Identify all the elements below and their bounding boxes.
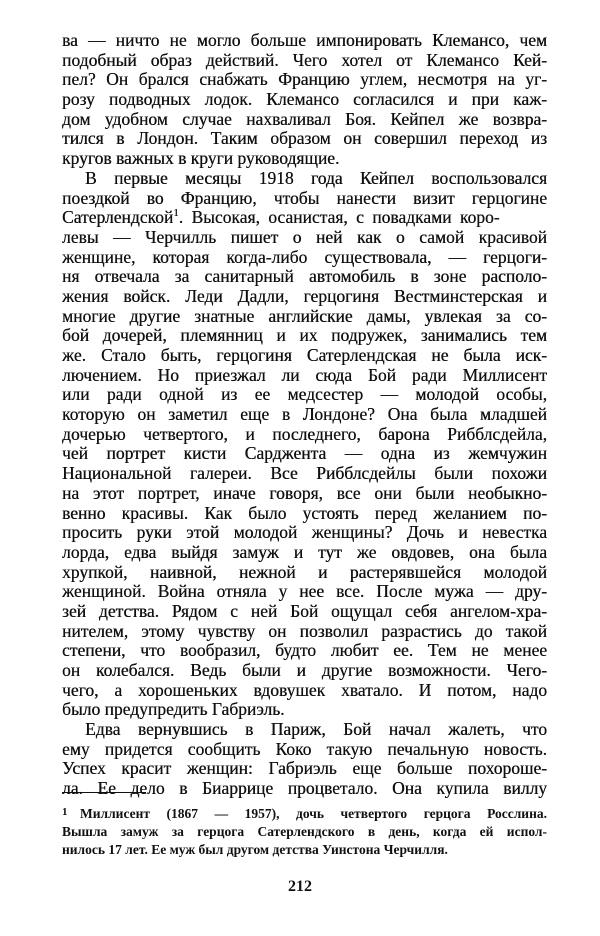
text-line: лорда, едва выйдя замуж и тут же овдовев, она была (62, 542, 547, 562)
text-line: Национальной галереи. Все Рибблсдейлы были похожи (62, 464, 547, 484)
text-line: женщине, которая когда-либо существовала, — герцоги- (62, 247, 547, 267)
text-line: на этот портрет, иначе говоря, все они были необыкно- (62, 483, 547, 503)
text-line: дом удобном случае нахваливал Боя. Кейпел же возвра- (62, 109, 547, 129)
text-line: он колебался. Ведь были и другие возможности. Чего- (62, 661, 547, 680)
text-line: просить руки этой молодой женщины? Дочь и невестка (62, 523, 547, 543)
text-line: жения войск. Леди Дадли, герцогиня Вестминстерская и (62, 286, 547, 306)
text-line: тился в Лондон. Таким образом он совершил переход из (62, 129, 547, 149)
text-line: лючением. Но приезжал ли сюда Бой ради Миллисент (62, 365, 547, 385)
footnote-line: Вышла замуж за герцога Сатерлендского в день, когда ей испол- (62, 824, 547, 839)
text-line: же. Стало быть, герцогиня Сатерлендская не была иск- (62, 346, 547, 365)
text-line: которую он заметил еще в Лондоне? Она была младшей (62, 405, 547, 425)
text-line: кругов важных в круги руководящие. (62, 149, 340, 169)
text-line: степени, что вообразил, будто любит ее. Тем не менее (62, 641, 547, 661)
text-line: женщиной. Война отняла у нее все. После мужа — дру- (62, 582, 547, 602)
text-line: Успех красит женщин: Габриэль еще больше похороше- (62, 759, 547, 779)
text-line: многие другие знатные английские дамы, увлекая за со- (62, 306, 547, 326)
text-line: нителем, этому чувству он позволил разрастись до такой (62, 621, 547, 641)
footnote-ref[interactable]: 1 (173, 208, 179, 220)
body-text (62, 31, 547, 799)
text-line: поездкой во Францию, чтобы нанести визит герцогине (62, 188, 547, 208)
text-line: В первые месяцы 1918 года Кейпел воспользовался (85, 168, 547, 188)
text-line: венно красивы. Как было устоять перед желанием по- (62, 503, 547, 523)
footnote-divider (62, 792, 146, 793)
footnote-marker: 1 (62, 806, 68, 818)
text-line: подобный образ действий. Чего хотел от Клемансо Кей- (62, 50, 547, 70)
text-fragment: . Высокая, осанистая, с повадками коро- (178, 208, 500, 228)
text-line: бой дочерей, племянниц и их подружек, занимались тем (62, 326, 547, 346)
text-line: зей детства. Рядом с ней Бой ощущал себя ангелом-хра- (62, 601, 547, 621)
footnote-line (62, 805, 547, 823)
text-line: чей портрет кисти Сарджента — одна из жемчужин (62, 444, 547, 464)
footnote-text: Миллисент (1867 — 1957), дочь четвертого герцога Росслина. (80, 806, 547, 821)
text-line: левы — Черчилль пишет о ней как о самой красивой (62, 227, 547, 247)
text-line: ня отвечала за санитарный автомобиль в зоне располо- (62, 267, 547, 287)
text-line: Едва вернувшись в Париж, Бой начал жалеть, что (85, 720, 547, 740)
text-line: чего, а хорошеньких вдовушек хватало. И потом, надо (62, 680, 547, 700)
footnote (62, 805, 547, 859)
footnote-line: нилось 17 лет. Ее муж был другом детства Уинстона Черчилля. (62, 842, 448, 857)
text-line: хрупкой, наивной, нежной и растерявшейся молодой (62, 562, 547, 582)
text-line: ему придется сообщить Коко такую печальную новость. (62, 739, 547, 759)
text-line: розу подводных лодок. Клемансо согласился и при каж- (62, 90, 547, 110)
text-line: ва — ничто не могло больше импонировать Клемансо, чем (62, 31, 547, 50)
text-fragment: Сатерлендской (62, 208, 174, 228)
text-line: пел? Он брался снабжать Францию углем, несмотря на уг- (62, 70, 547, 90)
page-number: 212 (288, 878, 312, 895)
text-line: ла. Ее дело в Биаррице процветало. Она купила виллу (62, 779, 547, 799)
text-line: дочерью четвертого, и последнего, барона Рибблсдейла, (62, 424, 547, 444)
text-line (62, 208, 547, 228)
text-line: или ради одной из ее медсестер — молодой особы, (62, 385, 547, 405)
text-line: было предупредить Габриэль. (62, 700, 285, 720)
